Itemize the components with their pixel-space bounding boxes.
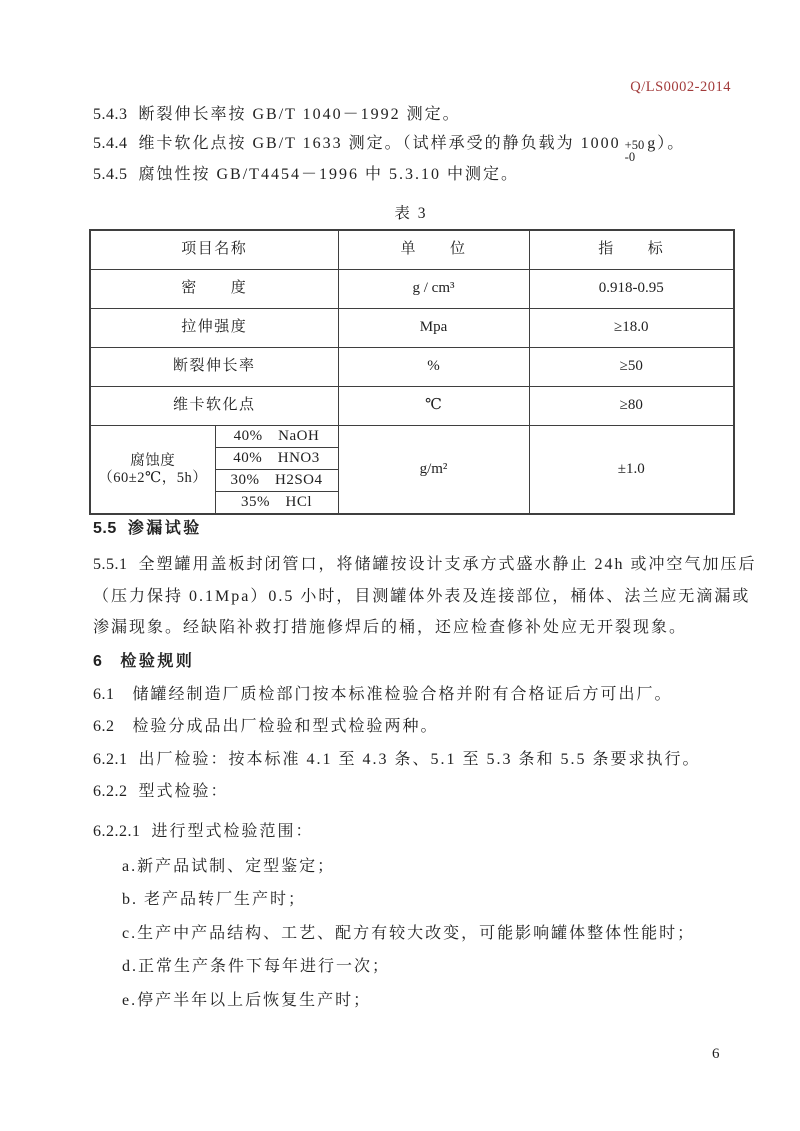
clause-number: 6.2.2	[93, 783, 128, 800]
clause-text: 腐蚀性按 GB/T4454－1996 中 5.3.10 中测定。	[138, 166, 519, 183]
col-header-item: 项目名称	[90, 230, 338, 270]
clause-text: 维卡软化点按 GB/T 1633 测定。（试样承受的静负载为 1000	[138, 135, 621, 152]
type-test-item: d.正常生产条件下每年进行一次；	[122, 958, 391, 976]
cell-corrosion-name	[90, 426, 215, 515]
col-header-unit: 单 位	[338, 230, 529, 270]
clause-number: 5.4.3	[93, 106, 128, 123]
table-row	[90, 270, 734, 309]
clause-text: 型式检验：	[138, 783, 229, 800]
clause-number: 5.4.4	[93, 135, 128, 152]
clause-6-2-1	[93, 749, 725, 771]
clause-6-2-2	[93, 781, 725, 803]
page-number: 6	[712, 1046, 720, 1062]
cell-solution: 40% HNO3	[215, 448, 338, 470]
cell-spec: 0.918-0.95	[529, 270, 734, 309]
cell-unit: Mpa	[338, 309, 529, 348]
clause-5-5-1	[93, 549, 757, 644]
table-row-corrosion	[90, 426, 734, 448]
corrosion-name-line2: （60±2℃，5h）	[98, 469, 208, 486]
clause-text: 检验分成品出厂检验和型式检验两种。	[132, 718, 439, 735]
doc-code: Q/LS0002-2014	[630, 79, 731, 95]
clause-text: 全塑罐用盖板封闭管口，将储罐按设计支承方式盛水静止 24h 或冲空气加压后	[138, 556, 757, 573]
table-row	[90, 387, 734, 426]
table-row	[90, 348, 734, 387]
heading-text: 渗漏试验	[127, 520, 202, 537]
type-test-item-list	[122, 850, 722, 1017]
cell-spec: ≥80	[529, 387, 734, 426]
clause-5-4-5	[93, 164, 725, 186]
clause-number: 6.2	[93, 718, 115, 735]
cell-item-name: 拉伸强度	[90, 309, 338, 348]
cell-item-name: 维卡软化点	[90, 387, 338, 426]
cell-unit: g / cm³	[338, 270, 529, 309]
clause-6-2	[93, 716, 725, 738]
type-test-item: c.生产中产品结构、工艺、配方有较大改变，可能影响罐体整体性能时；	[122, 924, 696, 942]
cell-unit: %	[338, 348, 529, 387]
clause-text: 出厂检验：按本标准 4.1 至 4.3 条、5.1 至 5.3 条和 5.5 条要求执行。	[138, 751, 701, 768]
cell-spec: ±1.0	[529, 426, 734, 515]
clause-6-1	[93, 684, 725, 706]
corrosion-name-line1: 腐蚀度	[130, 452, 176, 469]
tolerance-minus: -0	[624, 150, 636, 164]
cell-solution: 40% NaOH	[215, 426, 338, 448]
clause-number: 6.2.1	[93, 751, 128, 768]
clause-number: 6.2.2.1	[93, 823, 141, 840]
heading-6	[93, 651, 725, 673]
cell-unit: ℃	[338, 387, 529, 426]
cell-unit: g/m²	[338, 426, 529, 515]
clause-line	[93, 549, 757, 581]
table3	[89, 229, 735, 515]
table-row	[90, 309, 734, 348]
clause-text-end: g）。	[647, 135, 686, 152]
type-test-item: b. 老产品转厂生产时；	[122, 891, 307, 909]
cell-solution: 35% HCl	[215, 492, 338, 515]
table3-title: 表 3	[394, 205, 428, 222]
type-test-item: a.新产品试制、定型鉴定；	[122, 858, 336, 875]
clause-number: 5.5.1	[93, 556, 128, 573]
table3-header-row	[90, 230, 734, 270]
clause-number: 5.5	[93, 520, 117, 537]
tolerance-plus: +50	[624, 138, 645, 152]
clause-5-4-4	[93, 133, 725, 163]
clause-text: 储罐经制造厂质检部门按本标准检验合格并附有合格证后方可出厂。	[132, 686, 673, 703]
clause-number: 6.1	[93, 686, 115, 703]
clause-text: 进行型式检验范围：	[151, 823, 314, 840]
col-header-spec: 指 标	[529, 230, 734, 270]
cell-spec: ≥50	[529, 348, 734, 387]
heading-5-5	[93, 518, 725, 540]
clause-number: 5.4.5	[93, 166, 128, 183]
cell-item-name: 断裂伸长率	[90, 348, 338, 387]
tolerance-stack	[625, 139, 645, 163]
clause-text: 断裂伸长率按 GB/T 1040－1992 测定。	[138, 106, 461, 123]
clause-line: 渗漏现象。经缺陷补救打措施修焊后的桶，还应检查修补处应无开裂现象。	[93, 619, 688, 636]
clause-5-4-3	[93, 104, 725, 126]
clause-number: 6	[93, 653, 103, 670]
clause-line: （压力保持 0.1Mpa）0.5 小时，目测罐体外表及连接部位，桶体、法兰应无滴漏或	[93, 587, 751, 605]
cell-item-name: 密 度	[90, 270, 338, 309]
clause-6-2-2-1	[93, 821, 725, 843]
type-test-item: e.停产半年以上后恢复生产时；	[122, 991, 372, 1009]
heading-text: 检验规则	[120, 653, 195, 670]
cell-spec: ≥18.0	[529, 309, 734, 348]
cell-solution: 30% H2SO4	[215, 470, 338, 492]
